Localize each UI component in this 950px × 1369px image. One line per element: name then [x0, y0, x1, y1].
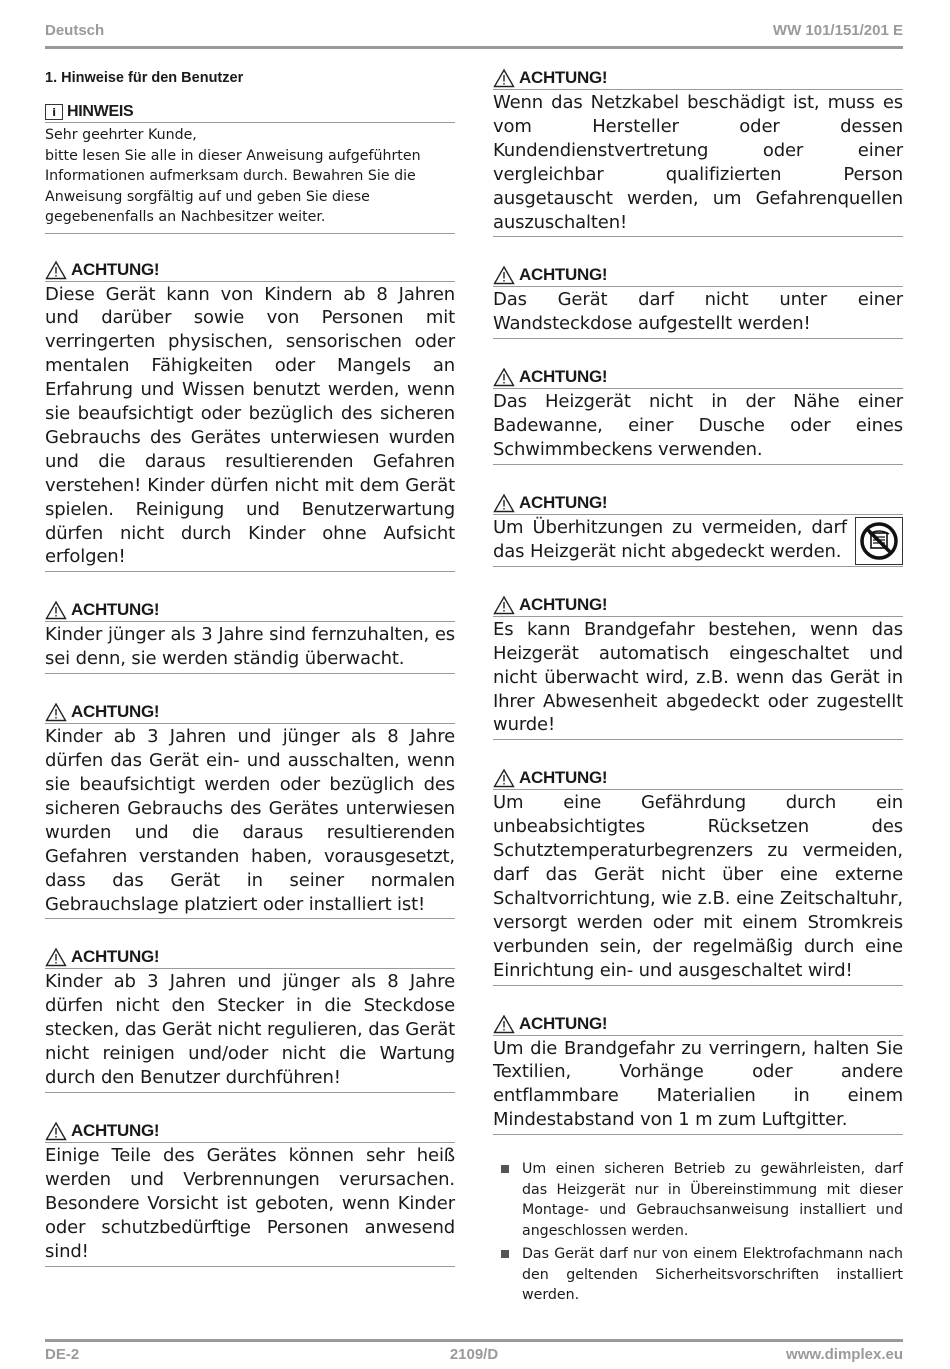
- warning-triangle-icon: [45, 260, 67, 280]
- warning-header: [493, 595, 903, 617]
- warning-header: [45, 1121, 455, 1143]
- warning-triangle-icon: [493, 493, 515, 513]
- warning-label: ACHTUNG!: [71, 702, 160, 722]
- hinweis-instruction: bitte lesen Sie alle in dieser Anweisung aufgeführten Informationen aufmerksam durch. Bewahren Sie die Anweisung sorgfältig auf und geben Sie diese gegebenenfalls an Nachbesitzer weiter.: [45, 147, 421, 225]
- warning-triangle-icon: [493, 68, 515, 88]
- warning-label: ACHTUNG!: [519, 68, 608, 87]
- warning-block: [45, 260, 455, 573]
- warning-triangle-icon: [493, 1014, 515, 1034]
- warning-header: [45, 260, 455, 282]
- warning-block: [493, 493, 903, 567]
- square-bullet-icon: [501, 1250, 509, 1258]
- header-language: Deutsch: [45, 22, 105, 39]
- bullet-list: [493, 1159, 903, 1306]
- list-item-text: Um einen sicheren Betrieb zu gewährleisten, darf das Heizgerät nur in Übereinstimmung mit dieser Montage- und Gebrauchsanweisung installiert und angeschlossen werden.: [522, 1161, 903, 1239]
- warning-header: [45, 702, 455, 724]
- warning-triangle-icon: [493, 768, 515, 788]
- warning-text: Einige Teile des Gerätes können sehr heiß werden und Verbrennungen verursachen. Besondere Vorsicht ist geboten, wenn Kinder oder schutzbedürftige Personen anwesend sind!: [45, 1144, 455, 1262]
- warning-text: Das Heizgerät nicht in der Nähe einer Badewanne, einer Dusche oder eines Schwimmbeckens verwenden.: [493, 391, 903, 461]
- warning-text: Kinder ab 3 Jahren und jünger als 8 Jahre dürfen nicht den Stecker in die Steckdose stecken, das Gerät nicht regulieren, das Gerät nicht reinigen und/oder nicht die Wartung durch den Benutzer durchführen!: [45, 971, 455, 1089]
- info-icon: i: [45, 104, 63, 120]
- warning-label: ACHTUNG!: [519, 367, 608, 387]
- list-item: [493, 1244, 903, 1306]
- warning-text: Diese Gerät kann von Kindern ab 8 Jahren und darüber sowie von Personen mit verringerten physischen, sensorischen oder mentalen Fähigkeiten oder Mangels an Erfahrung und Wissen benutzt werden, wenn sie beaufsichtigt oder bezüglich des sicheren Gebrauchs des Gerätes unterwiesen wurden und die daraus resultierenden Gefahren verstehen! Kinder dürfen nicht mit dem Gerät spielen. Reinigung und Benutzerwartung dürfen nicht durch Kinder ohne Aufsicht erfolgen!: [45, 283, 455, 568]
- warning-header: [493, 265, 903, 287]
- warning-label: ACHTUNG!: [71, 947, 160, 967]
- warning-text: Es kann Brandgefahr bestehen, wenn das Heizgerät automatisch eingeschaltet und nicht überwacht wird, z.B. wenn das Gerät in Ihrer Abwesenheit abgedeckt oder zugestellt wurde!: [493, 618, 903, 736]
- warning-header: [45, 600, 455, 622]
- warning-label: ACHTUNG!: [71, 1120, 160, 1140]
- section-title: 1. Hinweise für den Benutzer: [45, 70, 244, 86]
- warning-label: ACHTUNG!: [519, 265, 608, 285]
- warning-row-with-icon: [493, 515, 903, 566]
- warning-text: Wenn das Netzkabel beschädigt ist, muss es vom Hersteller oder dessen Kundendienstvertretung oder einer vergleichbar qualifizierten Person ausgetauscht werden, um Gefahrenquellen auszuschalten!: [493, 92, 903, 233]
- warning-text: Um die Brandgefahr zu verringern, halten Sie Textilien, Vorhänge oder andere entflammbare Materialien in einem Mindestabstand von 1 m zum Luftgitter.: [493, 1037, 903, 1131]
- right-column: [493, 68, 903, 1309]
- footer-website-link[interactable]: www.dimplex.eu: [786, 1346, 903, 1363]
- warning-text: Kinder jünger als 3 Jahre sind fernzuhalten, es sei denn, sie werden ständig überwacht.: [45, 624, 455, 670]
- warning-text: Um Überhitzungen zu vermeiden, darf das Heizgerät nicht abgedeckt werden.: [493, 516, 847, 562]
- warning-label: ACHTUNG!: [71, 600, 160, 620]
- warning-text: Das Gerät darf nicht unter einer Wandsteckdose aufgestellt werden!: [493, 289, 903, 335]
- warning-triangle-icon: [493, 367, 515, 387]
- warning-label: ACHTUNG!: [519, 594, 608, 614]
- hinweis-label: HINWEIS: [67, 103, 134, 120]
- warning-header: [493, 768, 903, 790]
- warning-header: [493, 1014, 903, 1036]
- warning-block: [493, 265, 903, 339]
- page-header: [45, 22, 903, 49]
- warning-text: Kinder ab 3 Jahren und jünger als 8 Jahre dürfen das Gerät ein- und ausschalten, wenn sie beaufsichtigt werden oder bezüglich des sicheren Gebrauchs des Gerätes unterwiesen wurden und die daraus resultierenden Gefahren verstanden haben, vorausgesetzt, dass das Gerät in seiner normalen Gebrauchslage platziert oder installiert ist!: [45, 726, 455, 915]
- warning-block: [493, 595, 903, 741]
- header-model: WW 101/151/201 E: [772, 22, 903, 39]
- warning-block: [493, 367, 903, 465]
- warning-header: [493, 68, 903, 90]
- warning-triangle-icon: [45, 600, 67, 620]
- warning-label: ACHTUNG!: [519, 1013, 608, 1033]
- warning-text: Um eine Gefährdung durch ein unbeabsichtigtes Rücksetzen des Schutztemperaturbegrenzers zu vermeiden, darf das Gerät nicht über eine externe Schaltvorrichtung, wie z.B. eine Zeitschaltuhr, versorgt werden oder mit einem Stromkreis verbunden sein, der regelmäßig durch eine Einrichtung ein- und ausgeschaltet wird!: [493, 792, 903, 981]
- warning-block: [493, 1014, 903, 1136]
- hinweis-box: [45, 103, 455, 234]
- do-not-cover-icon: [855, 517, 903, 565]
- warning-block: [45, 1121, 455, 1267]
- warning-header: [493, 493, 903, 515]
- hinweis-greeting: Sehr geehrter Kunde,: [45, 127, 197, 143]
- warning-triangle-icon: [45, 1121, 67, 1141]
- warning-label: ACHTUNG!: [519, 768, 608, 788]
- warning-block: [45, 600, 455, 674]
- left-column: [45, 68, 455, 1267]
- footer-page-number: DE-2: [45, 1346, 80, 1363]
- warning-triangle-icon: [493, 595, 515, 615]
- warning-block: [45, 947, 455, 1093]
- warning-triangle-icon: [493, 265, 515, 285]
- warning-header: [493, 367, 903, 389]
- hinweis-text: [45, 123, 455, 228]
- list-item: [493, 1159, 903, 1241]
- warning-label: ACHTUNG!: [71, 259, 160, 279]
- warning-triangle-icon: [45, 702, 67, 722]
- warning-label: ACHTUNG!: [519, 492, 608, 512]
- page-footer: [45, 1339, 903, 1369]
- list-item-text: Das Gerät darf nur von einem Elektrofachmann nach den geltenden Sicherheitsvorschriften installiert werden.: [522, 1246, 903, 1304]
- warning-block: [493, 68, 903, 237]
- square-bullet-icon: [501, 1165, 509, 1173]
- warning-block: [45, 702, 455, 919]
- warning-block: [493, 768, 903, 985]
- warning-header: [45, 947, 455, 969]
- hinweis-header: [45, 103, 455, 123]
- footer-document-code: 2109/D: [449, 1346, 499, 1363]
- warning-triangle-icon: [45, 947, 67, 967]
